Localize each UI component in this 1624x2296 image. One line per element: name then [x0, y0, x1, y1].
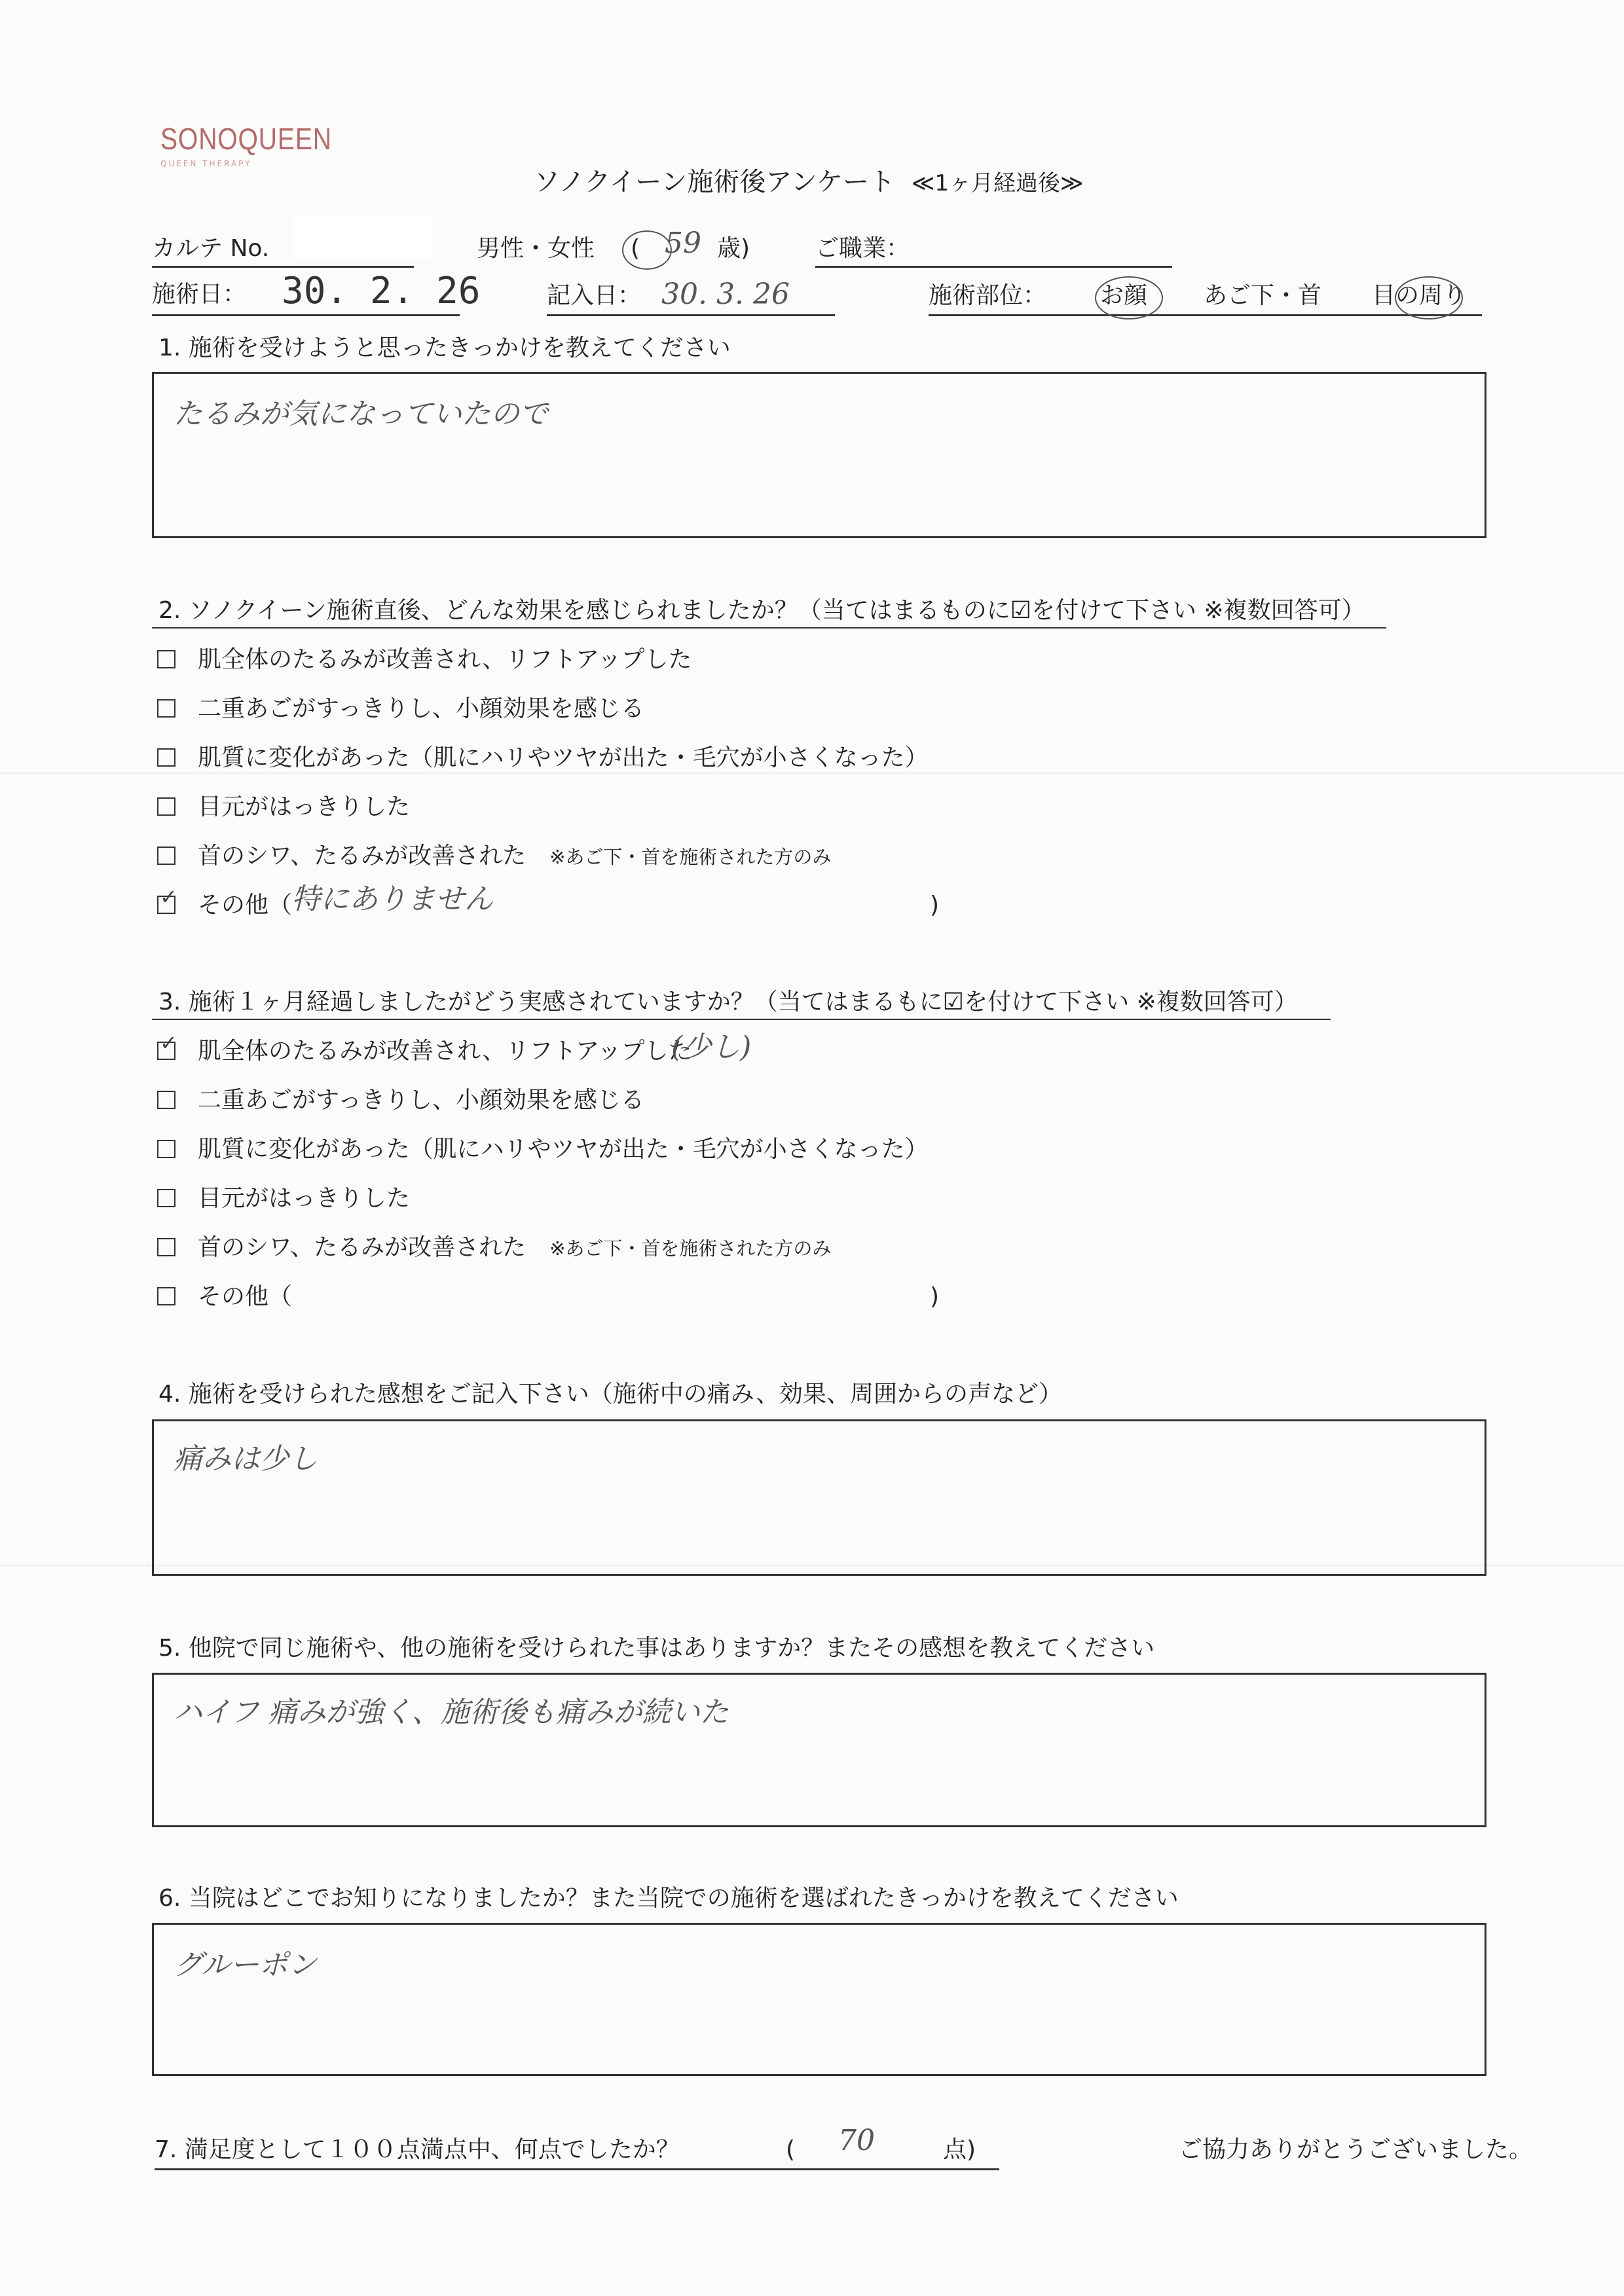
checkbox[interactable] — [157, 1140, 175, 1158]
logo-tagline: QUEEN THERAPY — [160, 159, 252, 168]
entry-date-label: 記入日： — [547, 282, 642, 309]
q2-option[interactable] — [157, 697, 644, 721]
q3-label: 3. 施術１ヶ月経過しましたがどう実感されていますか？（当てはまるもに☑を付けて下さい ※複数回答可） — [158, 989, 1298, 1015]
checkbox[interactable] — [157, 797, 175, 816]
option-text: 肌質に変化があった（肌にハリやツヤが出た・毛穴が小さくなった） — [198, 1136, 929, 1163]
karte-label: カルテ No. — [152, 235, 270, 262]
q4-answer-box[interactable] — [152, 1419, 1486, 1576]
q2-other-close: ) — [930, 892, 940, 919]
treatment-date-value: 30. 2. 26 — [282, 270, 481, 312]
option-text: 二重あごがすっきりし、小顔効果を感じる — [198, 1087, 644, 1114]
q2-option[interactable] — [157, 845, 831, 868]
title-text: ソノクイーン施術後アンケート — [534, 167, 895, 197]
q7-label: 7. 満足度として１００点満点中、何点でしたか？ — [155, 2136, 680, 2163]
face-circle-mark — [1095, 276, 1163, 319]
checkbox[interactable] — [157, 1287, 175, 1305]
age-value: 59 — [665, 227, 701, 260]
q5-answer-box[interactable] — [152, 1673, 1486, 1827]
q2-option[interactable] — [157, 795, 410, 819]
checkbox[interactable] — [157, 1042, 175, 1060]
option-note: ※あご下・首を施術された方のみ — [549, 1237, 832, 1260]
q6-answer: グルーポン — [174, 1948, 317, 1982]
sonoqueen-logo — [160, 121, 332, 168]
q4-label: 4. 施術を受けられた感想をご記入下さい（施術中の痛み、効果、周囲からの声など） — [158, 1381, 1062, 1408]
option-text: その他（ — [198, 1283, 293, 1310]
occupation-label: ご職業： — [815, 235, 910, 262]
option-text: 肌全体のたるみが改善され、リフトアップした — [198, 1038, 692, 1065]
entry-date-value: 30. 3. 26 — [661, 278, 790, 311]
treatment-date-label: 施術日： — [152, 281, 247, 308]
q3-other-close: ) — [930, 1283, 940, 1310]
option-note: ※あご下・首を施術された方のみ — [549, 846, 832, 868]
q3-option[interactable] — [157, 1285, 292, 1309]
checkbox[interactable] — [157, 699, 175, 718]
q2-underline — [152, 627, 1386, 629]
redaction — [295, 216, 432, 258]
q1-label: 1. 施術を受けようと思ったきっかけを教えてください — [158, 335, 731, 361]
area-option-eyes[interactable]: 目の周り — [1372, 282, 1467, 309]
checkbox[interactable] — [157, 896, 175, 914]
q1-answer-box[interactable] — [152, 372, 1486, 538]
area-option-chin-neck[interactable]: あご下・首 — [1204, 282, 1322, 309]
q3-first-handnote: (少し) — [671, 1030, 752, 1064]
option-text: 首のシワ、たるみが改善された — [198, 843, 526, 869]
q7-score-unit: 点) — [943, 2136, 976, 2163]
checkbox[interactable] — [157, 1238, 175, 1256]
q3-option[interactable] — [157, 1138, 929, 1161]
thanks-text: ご協力ありがとうございました。 — [1179, 2136, 1533, 2163]
q1-answer: たるみが気になっていたので — [174, 397, 548, 431]
treatment-area-label: 施術部位： — [929, 282, 1047, 309]
option-text: 首のシワ、たるみが改善された — [198, 1234, 526, 1261]
gender-label: 男性・女性 — [477, 235, 595, 262]
logo-text: SONOQUEEN — [160, 122, 332, 156]
q7-score-value: 70 — [838, 2124, 875, 2157]
survey-title — [534, 169, 1084, 195]
q2-option[interactable] — [157, 894, 292, 917]
q2-label: 2. ソノクイーン施術直後、どんな効果を感じられましたか？（当てはまるものに☑を付けて下さい ※複数回答可） — [158, 597, 1365, 624]
checkbox[interactable] — [157, 650, 175, 668]
option-text: 肌質に変化があった（肌にハリやツヤが出た・毛穴が小さくなった） — [198, 744, 929, 771]
option-text: 目元がはっきりした — [198, 793, 411, 820]
checkbox[interactable] — [157, 1189, 175, 1207]
option-text: 目元がはっきりした — [198, 1185, 411, 1212]
q3-option[interactable] — [157, 1089, 644, 1112]
q2-other-answer: 特にありません — [291, 883, 493, 916]
q2-option[interactable] — [157, 648, 692, 672]
q3-option[interactable] — [157, 1040, 692, 1063]
q7-open: ( — [786, 2136, 796, 2163]
option-text: 肌全体のたるみが改善され、リフトアップした — [198, 646, 692, 673]
q6-label: 6. 当院はどこでお知りになりましたか？また当院での施術を選ばれたきっかけを教えてください — [158, 1885, 1179, 1912]
checkbox[interactable] — [157, 748, 175, 767]
eyes-circle-mark — [1395, 276, 1463, 319]
q3-option[interactable] — [157, 1236, 831, 1260]
gender-field[interactable] — [477, 237, 595, 261]
option-text: 二重あごがすっきりし、小顔効果を感じる — [198, 695, 644, 722]
q2-option[interactable] — [157, 746, 929, 770]
q4-answer: 痛みは少し — [174, 1442, 318, 1476]
option-text: その他（ — [198, 892, 293, 919]
occupation-field[interactable] — [815, 237, 1172, 268]
area-option-face[interactable]: お顔 — [1100, 282, 1148, 309]
q3-option[interactable] — [157, 1187, 410, 1211]
fold-line — [0, 773, 1624, 774]
checkbox[interactable] — [157, 847, 175, 865]
title-subtitle: ≪1ヶ月経過後≫ — [911, 170, 1084, 196]
q5-label: 5. 他院で同じ施術や、他の施術を受けられた事はありますか？またその感想を教えてください — [158, 1635, 1155, 1662]
age-open: ( — [631, 235, 640, 262]
q5-answer: ハイフ 痛みが強く、施術後も痛みが続いた — [174, 1696, 729, 1729]
q3-underline — [152, 1019, 1331, 1020]
q6-answer-box[interactable] — [152, 1923, 1486, 2076]
age-field[interactable] — [631, 237, 640, 261]
checkbox[interactable] — [157, 1091, 175, 1109]
age-unit: 歳) — [717, 235, 750, 262]
